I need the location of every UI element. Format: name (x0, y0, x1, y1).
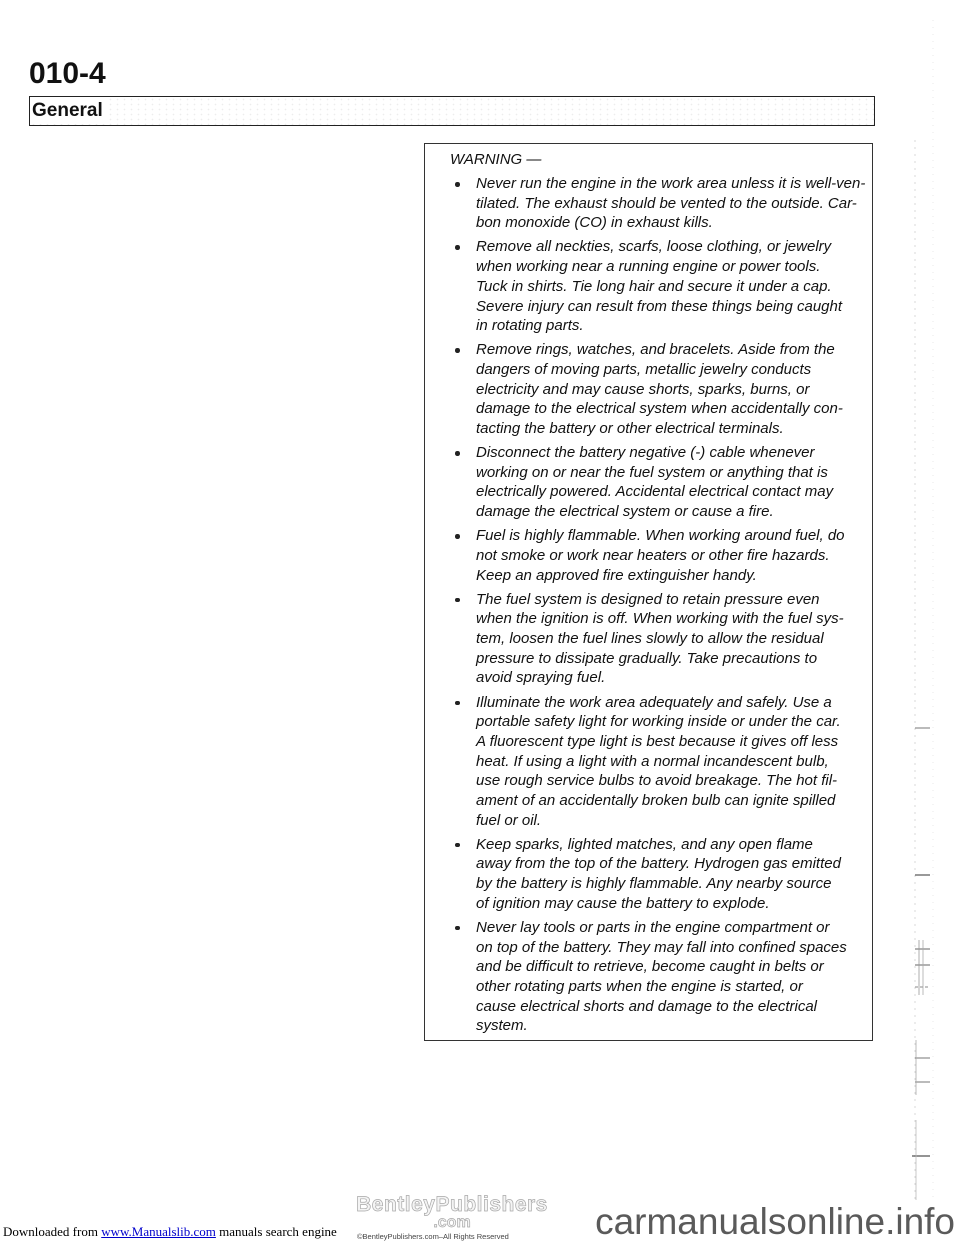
download-prefix: Downloaded from (3, 1224, 98, 1239)
warning-line: tilated. The exhaust should be vented to the outside. Car- (476, 194, 857, 212)
warning-line: use rough service bulbs to avoid breakage. The hot fil- (476, 772, 838, 790)
warning-line: ament of an accidentally broken bulb can ignite spilled (476, 791, 836, 809)
warning-line: Remove rings, watches, and bracelets. Aside from the (476, 341, 835, 359)
warning-item-6 (450, 590, 872, 688)
bullet-dot (455, 701, 460, 706)
warning-line: away from the top of the battery. Hydrogen gas emitted (476, 855, 841, 873)
warning-item-8 (450, 835, 872, 914)
bullet-dot (455, 843, 460, 848)
warning-line: tacting the battery or other electrical terminals. (476, 420, 784, 438)
warning-line: on top of the battery. They may fall into confined spaces (476, 938, 847, 956)
page-number: 010-4 (29, 57, 106, 90)
warning-item-7 (450, 693, 872, 831)
bullet-dot (455, 182, 460, 187)
publisher-watermark-domain: .com (433, 1214, 471, 1231)
warning-line: and be difficult to retrieve, become caught in belts or (476, 958, 824, 976)
download-note (3, 1225, 337, 1239)
warning-line: electricity and may cause shorts, sparks, burns, or (476, 380, 810, 398)
warning-line: system. (476, 1017, 528, 1035)
warning-line: Never lay tools or parts in the engine compartment or (476, 918, 830, 936)
warning-box (424, 143, 873, 1041)
warning-line: Remove all neckties, scarfs, loose clothing, or jewelry (476, 238, 832, 256)
warning-line: Keep an approved fire extinguisher handy. (476, 566, 757, 584)
warning-line: avoid spraying fuel. (476, 669, 606, 687)
bullet-dot (455, 245, 460, 250)
warning-line: Never run the engine in the work area unless it is well-ven- (476, 175, 866, 192)
warning-line: Severe injury can result from these things being caught (476, 297, 843, 315)
warning-line: Illuminate the work area adequately and safely. Use a (476, 693, 832, 711)
warning-line: when the ignition is off. When working with the fuel sys- (476, 610, 844, 628)
warning-line: electrically powered. Accidental electrical contact may (476, 483, 834, 501)
scan-margin-marks (900, 0, 950, 1242)
manualslib-link[interactable]: www.Manualslib.com (101, 1224, 216, 1239)
warning-list (450, 174, 872, 1036)
warning-line: Keep sparks, lighted matches, and any open flame (476, 835, 813, 853)
warning-line: Fuel is highly flammable. When working around fuel, do (476, 527, 845, 545)
warning-item-3 (450, 340, 872, 438)
warning-item-4 (450, 443, 872, 522)
warning-item-5 (450, 526, 872, 585)
warning-line: damage to the electrical system when accidentally con- (476, 400, 843, 418)
warning-line: A fluorescent type light is best because it gives off less (476, 732, 839, 750)
copyright-notice: ©BentleyPublishers.com–All Rights Reserved (357, 1232, 509, 1241)
warning-line: heat. If using a light with a normal incandescent bulb, (476, 752, 829, 770)
section-header-bar (29, 96, 875, 126)
warning-line: Disconnect the battery negative (-) cable whenever (476, 444, 815, 462)
warning-line: working on or near the fuel system or anything that is (476, 463, 828, 481)
warning-line: dangers of moving parts, metallic jewelry conducts (476, 360, 812, 378)
warning-item-2 (450, 237, 872, 335)
warning-line: of ignition may cause the battery to explode. (476, 894, 770, 912)
warning-line: cause electrical shorts and damage to the electrical (476, 997, 818, 1015)
warning-item-9 (450, 918, 872, 1036)
warning-heading: WARNING — (450, 151, 542, 168)
bullet-dot (455, 598, 460, 603)
warning-line: Tuck in shirts. Tie long hair and secure it under a cap. (476, 277, 832, 295)
section-title: General (32, 97, 109, 124)
bullet-dot (455, 348, 460, 353)
publisher-watermark (352, 1194, 552, 1231)
warning-line: when working near a running engine or power tools. (476, 258, 821, 276)
bullet-dot (455, 534, 460, 539)
bullet-dot (455, 926, 460, 931)
warning-line: pressure to dissipate gradually. Take precautions to (476, 649, 818, 667)
warning-line: other rotating parts when the engine is started, or (476, 977, 803, 995)
warning-line: portable safety light for working inside or under the car. (476, 713, 841, 731)
site-watermark: carmanualsonline.info (595, 1201, 955, 1242)
bullet-dot (455, 451, 460, 456)
warning-line: damage the electrical system or cause a fire. (476, 503, 774, 521)
publisher-watermark-name: BentleyPublishers (356, 1193, 548, 1216)
warning-line: in rotating parts. (476, 317, 584, 335)
warning-line: by the battery is highly flammable. Any nearby source (476, 875, 832, 893)
warning-item-1 (450, 174, 872, 233)
warning-line: bon monoxide (CO) in exhaust kills. (476, 214, 713, 232)
warning-line: fuel or oil. (476, 811, 542, 829)
warning-line: tem, loosen the fuel lines slowly to allow the residual (476, 630, 824, 648)
warning-line: not smoke or work near heaters or other fire hazards. (476, 546, 830, 564)
download-suffix: manuals search engine (219, 1224, 337, 1239)
warning-line: The fuel system is designed to retain pressure even (476, 590, 820, 608)
